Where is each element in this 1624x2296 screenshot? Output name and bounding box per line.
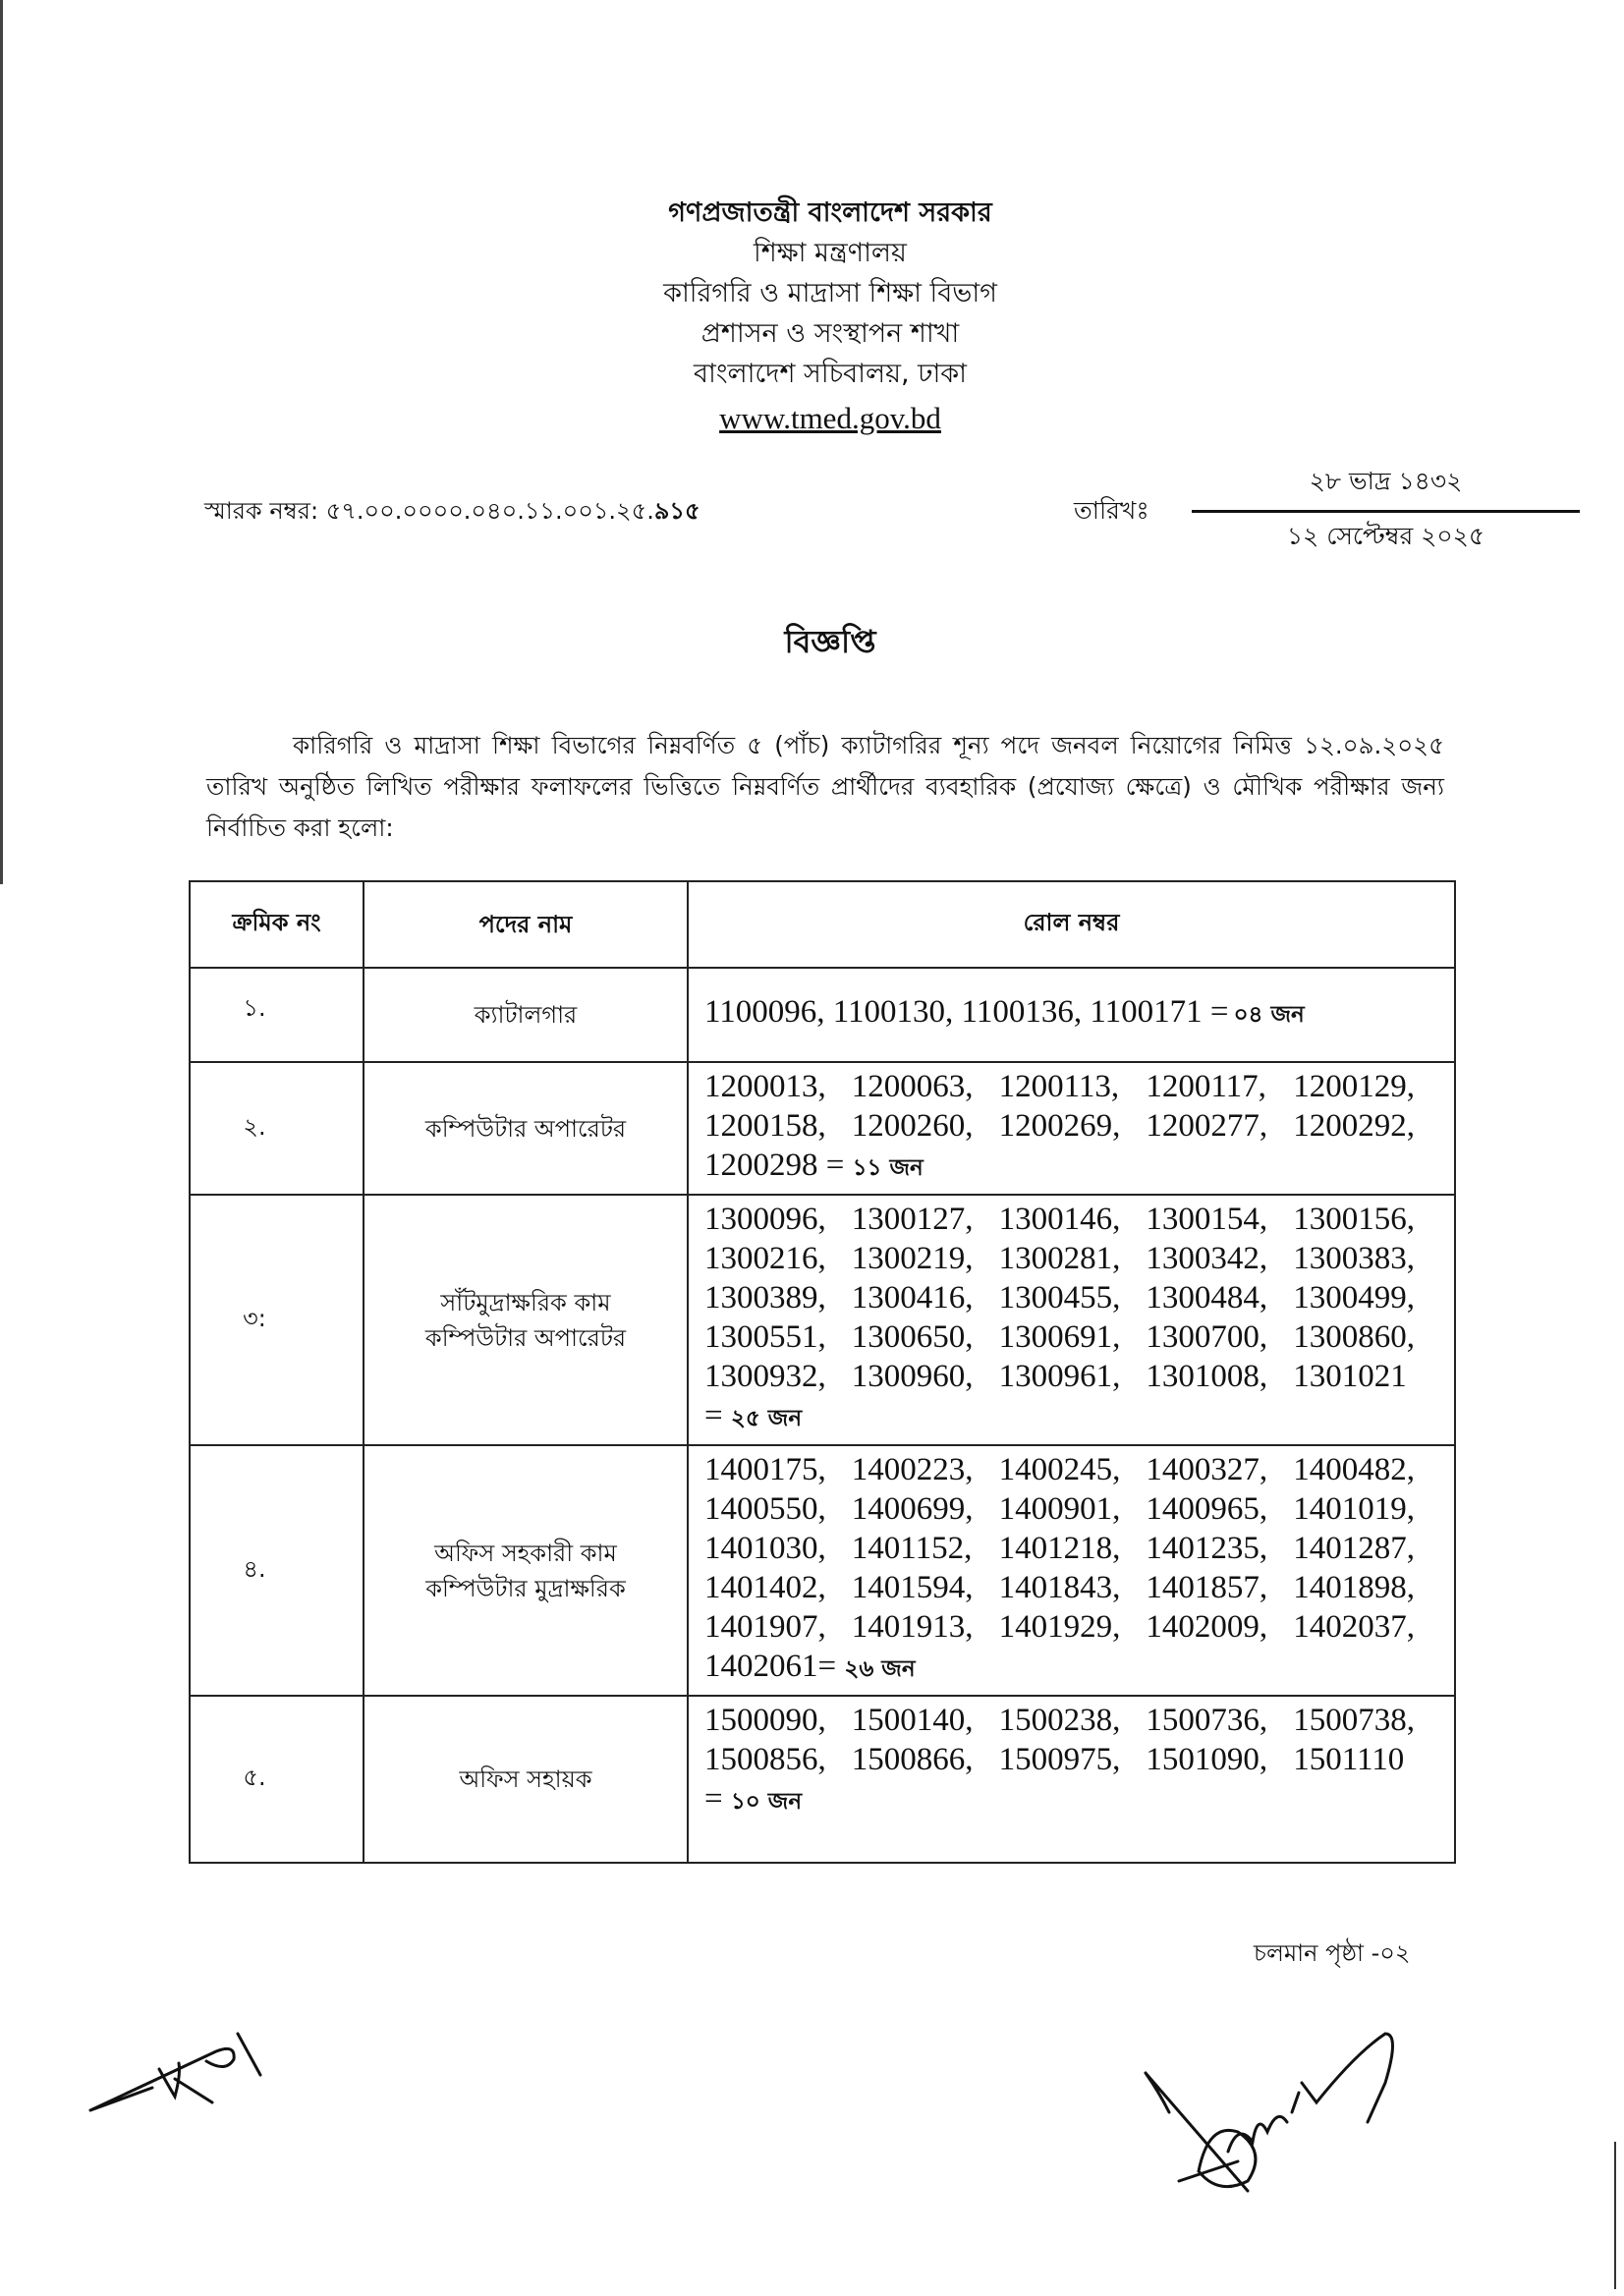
roll-number: 1200117, xyxy=(1146,1069,1266,1104)
roll-number: 1300484, xyxy=(1146,1280,1268,1316)
memo-number xyxy=(204,493,700,532)
roll-number: 1401929, xyxy=(998,1609,1121,1645)
roll-number: 1300216, xyxy=(704,1241,826,1276)
roll-number: 1401594, xyxy=(851,1570,974,1605)
table-row xyxy=(190,1445,1455,1696)
roll-total-line xyxy=(704,1396,1440,1438)
roll-number: 1300219, xyxy=(851,1241,974,1276)
roll-number: 1400175, xyxy=(704,1452,826,1487)
equals-sign: = xyxy=(704,1398,723,1433)
roll-number: 1300156, xyxy=(1293,1202,1415,1237)
post-cell: অফিস সহায়ক xyxy=(364,1696,688,1863)
memo-number-prefix: ৫৭.০০.০০০০.০৪০.১১.০০১.২৫. xyxy=(325,497,654,525)
post-name-line: সাঁটমুদ্রাক্ষরিক কাম xyxy=(440,1288,611,1316)
roll-number: 1401857, xyxy=(1146,1570,1268,1605)
roll-cell xyxy=(688,1195,1455,1445)
roll-number: 1200260, xyxy=(851,1108,974,1144)
scan-edge-mark xyxy=(1614,2142,1616,2289)
roll-number: 1301008, xyxy=(1146,1359,1268,1394)
roll-number: 1300860, xyxy=(1293,1319,1415,1355)
roll-number: 1400482, xyxy=(1293,1452,1415,1487)
scan-edge-mark xyxy=(0,0,7,884)
roll-number: 1401030, xyxy=(704,1531,826,1566)
roll-grid xyxy=(704,1200,1440,1396)
roll-number: 1400327, xyxy=(1146,1452,1268,1487)
date-bangla: ২৮ ভাদ্র ১৪৩২ xyxy=(1192,462,1580,513)
roll-number: 1300281, xyxy=(998,1241,1121,1276)
table-header-row xyxy=(190,881,1455,968)
roll-number: 1500856, xyxy=(704,1742,826,1777)
header-serial: ক্রমিক নং xyxy=(190,881,364,968)
roll-number: 1401287, xyxy=(1293,1531,1415,1566)
roll-number: 1200269, xyxy=(998,1108,1121,1144)
table-row xyxy=(190,1696,1455,1863)
post-name-line: কম্পিউটার অপারেটর xyxy=(424,1323,627,1352)
roll-number: 1301021 xyxy=(1293,1359,1407,1394)
ministry-name: শিক্ষা মন্ত্রণালয় xyxy=(754,238,907,268)
roll-number: 1500975, xyxy=(998,1742,1121,1777)
roll-cell xyxy=(688,1445,1455,1696)
roll-number: 1300961, xyxy=(998,1359,1121,1394)
roll-number: 1200277, xyxy=(1146,1108,1268,1144)
roll-number: 1401402, xyxy=(704,1570,826,1605)
roll-number: 1402009, xyxy=(1146,1609,1268,1645)
website-link[interactable]: www.tmed.gov.bd xyxy=(719,401,941,435)
roll-number: 1401218, xyxy=(998,1531,1121,1566)
roll-number: 1401019, xyxy=(1293,1491,1415,1527)
serial-cell: ৩: xyxy=(190,1195,364,1445)
roll-grid xyxy=(704,1067,1440,1146)
total-count: ০৪ জন xyxy=(1233,1001,1305,1028)
roll-number: 1501110 xyxy=(1293,1742,1405,1777)
serial-cell: ১. xyxy=(190,968,364,1062)
roll-number: 1500736, xyxy=(1146,1703,1268,1738)
roll-number: 1200113, xyxy=(998,1069,1120,1104)
roll-number: 1400245, xyxy=(998,1452,1121,1487)
roll-number: 1402037, xyxy=(1293,1609,1415,1645)
roll-number: 1401913, xyxy=(851,1609,974,1645)
header-roll: রোল নম্বর xyxy=(688,881,1455,968)
branch-name: প্রশাসন ও সংস্থাপন শাখা xyxy=(700,318,960,349)
signature-right xyxy=(1140,2004,1395,2201)
division-name: কারিগরি ও মাদ্রাসা শিক্ষা বিভাগ xyxy=(663,278,997,308)
roll-number: 1300383, xyxy=(1293,1241,1415,1276)
roll-number: 1300146, xyxy=(998,1202,1121,1237)
notice-body xyxy=(206,725,1444,849)
roll-cell xyxy=(688,1062,1455,1195)
roll-number: 1300096, xyxy=(704,1202,826,1237)
roll-number: 1300700, xyxy=(1146,1319,1268,1355)
roll-total-line xyxy=(704,1779,1440,1821)
roll-number: 1500090, xyxy=(704,1703,826,1738)
roll-number: 1200292, xyxy=(1293,1108,1415,1144)
roll-number: 1401898, xyxy=(1293,1570,1415,1605)
signature-right-icon xyxy=(1140,2004,1395,2201)
government-name: গণপ্রজাতন্ত্রী বাংলাদেশ সরকার xyxy=(668,197,992,228)
roll-number: 1200013, xyxy=(704,1069,826,1104)
roll-number: 1400550, xyxy=(704,1491,826,1527)
roll-number: 1200298 = xyxy=(704,1148,845,1183)
equals-sign: = xyxy=(704,1781,723,1817)
date-label: তারিখঃ xyxy=(1074,496,1149,525)
roll-grid xyxy=(704,1701,1440,1779)
roll-number: 1300960, xyxy=(851,1359,974,1394)
notice-body-text: কারিগরি ও মাদ্রাসা শিক্ষা বিভাগের নিম্নবর্ণিত ৫ (পাঁচ) ক্যাটাগরির শূন্য পদে জনবল নিয়োগের নিমিত্ত ১২.০৯.২০২৫ তারিখ অনুষ্ঠিত লিখিত পরীক্ষার ফলাফলের ভিত্তিতে নিম্নবর্ণিত প্রার্থীদের ব্যবহারিক (প্রযোজ্য ক্ষেত্রে) ও মৌখিক পরীক্ষার জন্য নির্বাচিত করা হলো: xyxy=(206,731,1444,842)
roll-number: 1200158, xyxy=(704,1108,826,1144)
roll-number: 1300932, xyxy=(704,1359,826,1394)
roll-number: 1401843, xyxy=(998,1570,1121,1605)
roll-total-line xyxy=(704,1146,1440,1188)
roll-total-line xyxy=(704,1647,1440,1689)
continued-page-note: চলমান পৃষ্ঠা -০২ xyxy=(1254,1939,1411,1967)
roll-number: 1400223, xyxy=(851,1452,974,1487)
total-count: ২৫ জন xyxy=(730,1406,803,1431)
roll-number: 1401235, xyxy=(1146,1531,1268,1566)
roll-number: 1300389, xyxy=(704,1280,826,1316)
serial-cell: ২. xyxy=(190,1062,364,1195)
post-cell xyxy=(364,1445,688,1696)
roll-number: 1401907, xyxy=(704,1609,826,1645)
results-table xyxy=(189,880,1456,1864)
roll-number: 1500140, xyxy=(851,1703,974,1738)
roll-number: 1500738, xyxy=(1293,1703,1415,1738)
letterhead xyxy=(0,193,1624,438)
memo-label: স্মারক নম্বর: xyxy=(204,497,319,525)
roll-number: 1300127, xyxy=(851,1202,974,1237)
roll-number: 1400965, xyxy=(1146,1491,1268,1527)
date-english: ১২ সেপ্টেম্বর ২০২৫ xyxy=(1286,522,1485,550)
roll-cell xyxy=(688,1696,1455,1863)
total-count: ১০ জন xyxy=(730,1789,803,1815)
post-cell: কম্পিউটার অপারেটর xyxy=(364,1062,688,1195)
roll-number: 1400901, xyxy=(998,1491,1121,1527)
post-cell xyxy=(364,1195,688,1445)
serial-cell: ৫. xyxy=(190,1696,364,1863)
roll-number: 1400699, xyxy=(851,1491,974,1527)
roll-number: 1300691, xyxy=(998,1319,1121,1355)
roll-number: 1500238, xyxy=(998,1703,1121,1738)
total-count: ২৬ জন xyxy=(844,1656,916,1682)
roll-number: 1500866, xyxy=(851,1742,974,1777)
roll-number: 1300499, xyxy=(1293,1280,1415,1316)
roll-list: 1100096, 1100130, 1100136, 1100171 = xyxy=(704,993,1229,1030)
roll-grid xyxy=(704,1450,1440,1647)
table-row xyxy=(190,1062,1455,1195)
roll-cell xyxy=(688,968,1455,1062)
roll-number: 1300342, xyxy=(1146,1241,1268,1276)
table-row xyxy=(190,968,1455,1062)
roll-number: 1300154, xyxy=(1146,1202,1268,1237)
roll-number: 1402061= xyxy=(704,1649,837,1684)
header-post: পদের নাম xyxy=(364,881,688,968)
notice-title: বিজ্ঞপ্তি xyxy=(784,623,876,660)
signature-left xyxy=(88,2024,265,2132)
roll-number: 1300650, xyxy=(851,1319,974,1355)
memo-number-suffix: ৯১৫ xyxy=(653,497,700,525)
office-location: বাংলাদেশ সচিবালয়, ঢাকা xyxy=(693,359,968,389)
total-count: ১১ জন xyxy=(852,1155,924,1181)
date-block xyxy=(1074,462,1486,550)
post-name-line: কম্পিউটার মুদ্রাক্ষরিক xyxy=(425,1574,626,1602)
roll-number: 1300455, xyxy=(998,1280,1121,1316)
roll-number: 1401152, xyxy=(851,1531,973,1566)
roll-number: 1200129, xyxy=(1293,1069,1415,1104)
roll-number: 1300551, xyxy=(704,1319,826,1355)
post-cell: ক্যাটালগার xyxy=(364,968,688,1062)
table-row xyxy=(190,1195,1455,1445)
roll-number: 1200063, xyxy=(851,1069,974,1104)
serial-cell: ৪. xyxy=(190,1445,364,1696)
roll-number: 1300416, xyxy=(851,1280,974,1316)
roll-number: 1501090, xyxy=(1146,1742,1268,1777)
post-name-line: অফিস সহকারী কাম xyxy=(434,1539,617,1567)
signature-left-icon xyxy=(88,2024,265,2132)
